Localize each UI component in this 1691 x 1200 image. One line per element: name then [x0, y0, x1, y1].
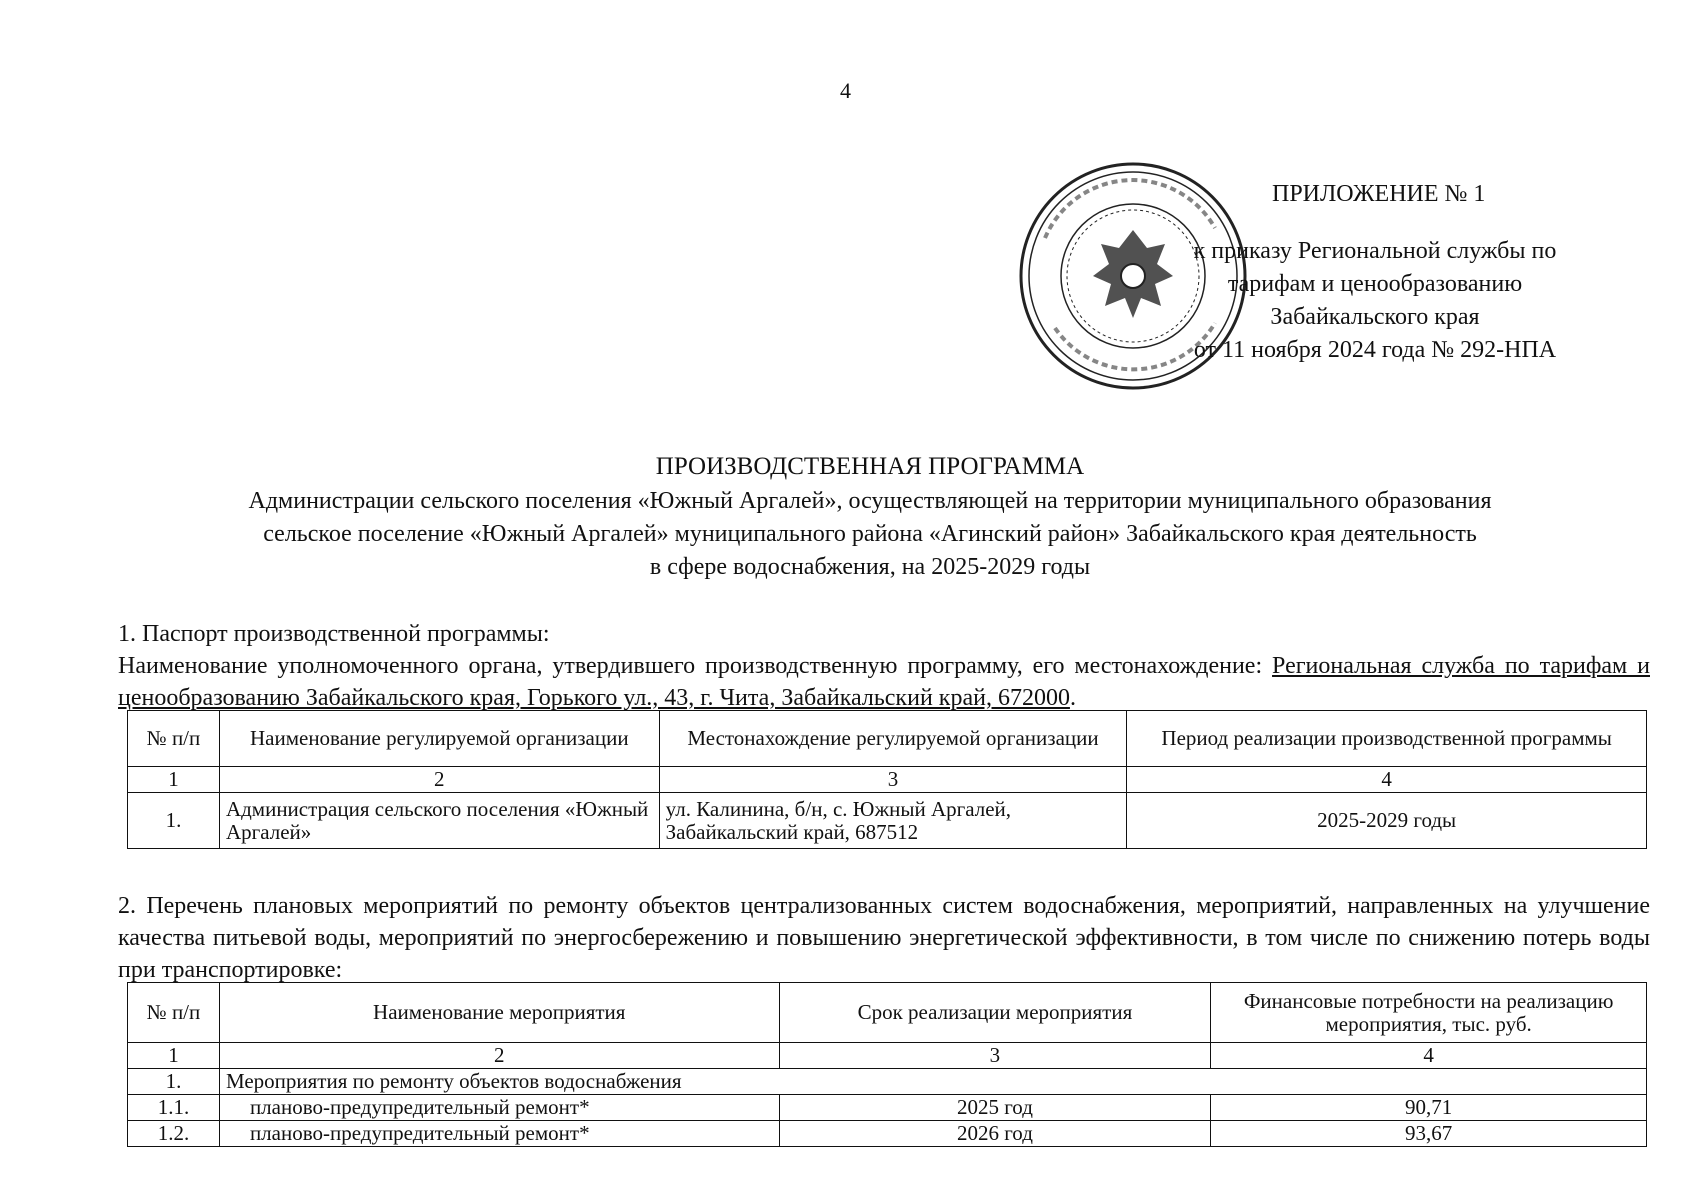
table-cell: 1.	[128, 793, 220, 849]
title-line: в сфере водоснабжения, на 2025-2029 годы	[649, 554, 1091, 580]
title-main: ПРОИЗВОДСТВЕННАЯ ПРОГРАММА	[655, 453, 1085, 480]
table-cell: 2025-2029 годы	[1127, 793, 1647, 849]
table-cell: ул. Калинина, б/н, с. Южный Аргалей, Забайкальский край, 687512	[659, 793, 1127, 849]
table-header-cell: Наименование регулируемой организации	[219, 711, 659, 767]
section1-text-prefix: Наименование уполномоченного органа, утвердившего производственную программу, его местонахождение:	[118, 653, 1273, 679]
page-number: 4	[840, 78, 851, 103]
table-header-row	[128, 711, 1647, 767]
appendix-heading: ПРИЛОЖЕНИЕ № 1	[1272, 181, 1486, 207]
table-header-cell: № п/п	[128, 983, 220, 1043]
table-row	[128, 793, 1647, 849]
table-header-row	[128, 983, 1647, 1043]
table-cell: 1	[128, 767, 220, 793]
section2-text: 2. Перечень плановых мероприятий по ремонту объектов централизованных систем водоснабжения, мероприятий, направленных на улучшение качества питьевой воды, мероприятий по энергосбережению и повышению энергетической эффективности, в том числе по снижению потерь воды при транспортировке:	[118, 893, 1650, 983]
appendix-line: тарифам и ценообразованию	[1227, 271, 1523, 297]
table-cell: Мероприятия по ремонту объектов водоснабжения	[219, 1069, 1646, 1095]
section1	[118, 618, 1650, 714]
section1-authority: Региональная служба по тарифам и ценообразованию Забайкальского края, Горького ул., 43, г. Чита, Забайкальский край, 672000	[118, 653, 1650, 711]
section1-text	[118, 650, 1650, 714]
table-cell: планово-предупредительный ремонт*	[219, 1121, 779, 1147]
table-cell: 3	[779, 1043, 1211, 1069]
measures-table	[127, 982, 1647, 1147]
table-number-row	[128, 1043, 1647, 1069]
passport-table	[127, 710, 1647, 849]
table-header-cell: Наименование мероприятия	[219, 983, 779, 1043]
appendix-line: Забайкальского края	[1270, 304, 1480, 330]
table-cell: 4	[1127, 767, 1647, 793]
table-cell: 1.1.	[128, 1095, 220, 1121]
table-cell: 90,71	[1211, 1095, 1647, 1121]
title-line: Администрации сельского поселения «Южный Аргалей», осуществляющей на территории муниципального образования	[248, 488, 1492, 514]
table-cell: 93,67	[1211, 1121, 1647, 1147]
title-line: сельское поселение «Южный Аргалей» муниципального района «Агинский район» Забайкальского края деятельность	[263, 521, 1477, 547]
table-cell: 3	[659, 767, 1127, 793]
table-header-cell: Местонахождение регулируемой организации	[659, 711, 1127, 767]
appendix-block	[1180, 178, 1570, 367]
table-cell: планово-предупредительный ремонт*	[219, 1095, 779, 1121]
document-title	[110, 450, 1630, 584]
table-header-cell: Финансовые потребности на реализацию мероприятия, тыс. руб.	[1211, 983, 1647, 1043]
table-cell: 2	[219, 1043, 779, 1069]
table-cell: 2025 год	[779, 1095, 1211, 1121]
table-row	[128, 1121, 1647, 1147]
table-number-row	[128, 767, 1647, 793]
table-header-cell: № п/п	[128, 711, 220, 767]
table-cell: 4	[1211, 1043, 1647, 1069]
table-cell: Администрация сельского поселения «Южный Аргалей»	[219, 793, 659, 849]
table-cell: 2026 год	[779, 1121, 1211, 1147]
appendix-line: от 11 ноября 2024 года № 292-НПА	[1193, 337, 1557, 363]
section1-text-suffix: .	[1069, 685, 1076, 711]
table-row	[128, 1095, 1647, 1121]
table-cell: 2	[219, 767, 659, 793]
section1-heading: 1. Паспорт производственной программы:	[118, 621, 550, 647]
table-header-cell: Период реализации производственной программы	[1127, 711, 1647, 767]
table-group-row	[128, 1069, 1647, 1095]
table-cell: 1.	[128, 1069, 220, 1095]
appendix-line: к приказу Региональной службы по	[1193, 238, 1557, 264]
table-header-cell: Срок реализации мероприятия	[779, 983, 1211, 1043]
table-cell: 1	[128, 1043, 220, 1069]
table-cell: 1.2.	[128, 1121, 220, 1147]
